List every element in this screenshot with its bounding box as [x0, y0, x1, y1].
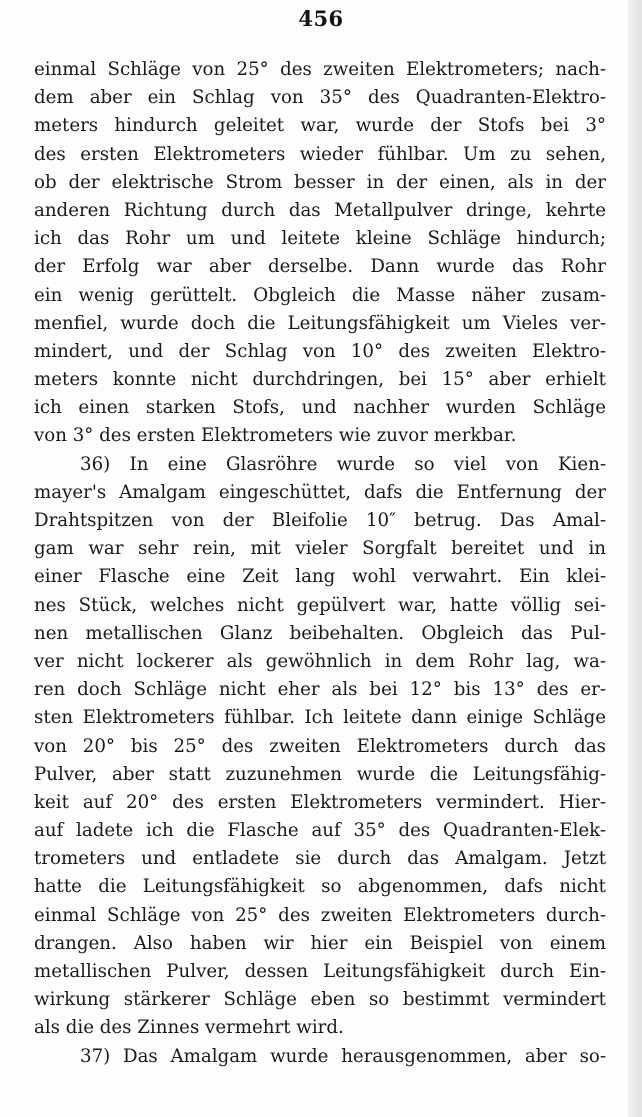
text-line: ren doch Schläge nicht eher als bei 12° bis 13° des er- — [34, 679, 606, 701]
page-edge-shadow — [628, 0, 642, 1117]
text-line: gam war sehr rein, mit vieler Sorgfalt bereitet und in — [34, 538, 606, 560]
text-line: dem aber ein Schlag von 35° des Quadranten-Elektro- — [34, 87, 606, 109]
body-text — [34, 56, 606, 1071]
text-line: meters konnte nicht durchdringen, bei 15° aber erhielt — [34, 369, 606, 391]
text-line: hatte die Leitungsfähigkeit so abgenommen, dafs nicht — [34, 876, 606, 898]
text-line: trometers und entladete sie durch das Amalgam. Jetzt — [34, 848, 606, 870]
text-line: ver nicht lockerer als gewöhnlich in dem Rohr lag, wa- — [34, 650, 606, 672]
text-line: einer Flasche eine Zeit lang wohl verwahrt. Ein klei- — [34, 566, 606, 588]
text-line: einmal Schläge von 25° des zweiten Elektrometers durch- — [34, 904, 606, 926]
text-line: der Erfolg war aber derselbe. Dann wurde das Rohr — [34, 256, 606, 278]
text-line: ob der elektrische Strom besser in der einen, als in der — [34, 171, 606, 193]
text-line: anderen Richtung durch das Metallpulver dringe, kehrte — [34, 199, 606, 221]
text-line: Pulver, aber statt zuzunehmen wurde die Leitungsfähig- — [34, 763, 606, 785]
text-line: ein wenig gerüttelt. Obgleich die Masse näher zusam- — [34, 284, 606, 306]
text-line: nen metallischen Glanz beibehalten. Obgleich das Pul- — [34, 622, 606, 644]
text-line: ich das Rohr um und leitete kleine Schläge hindurch; — [34, 228, 606, 250]
text-line: keit auf 20° des ersten Elektrometers vermindert. Hier- — [34, 791, 606, 813]
text-line: drangen. Also haben wir hier ein Beispiel von einem — [34, 932, 606, 954]
text-line: menfiel, wurde doch die Leitungsfähigkeit um Vieles ver- — [34, 312, 606, 334]
text-line: Drahtspitzen von der Bleifolie 10″ betrug. Das Amal- — [34, 510, 606, 531]
text-line: von 3° des ersten Elektrometers wie zuvor merkbar. — [34, 425, 517, 447]
text-line: des ersten Elektrometers wieder fühlbar. Um zu sehen, — [34, 143, 606, 165]
text-line: einmal Schläge von 25° des zweiten Elektrometers; nach- — [34, 59, 606, 80]
text-line: ich einen starken Stofs, und nachher wurden Schläge — [34, 397, 606, 419]
text-line: mindert, und der Schlag von 10° des zweiten Elektro- — [34, 340, 606, 362]
text-line: 37) Das Amalgam wurde herausgenommen, aber so- — [80, 1045, 606, 1067]
text-line: wirkung stärkerer Schläge eben so bestimmt vermindert — [34, 989, 606, 1011]
text-line: von 20° bis 25° des zweiten Elektrometers durch das — [34, 735, 606, 757]
text-line: 36) In eine Glasröhre wurde so viel von Kien- — [80, 453, 606, 475]
text-line: meters hindurch geleitet war, wurde der Stofs bei 3° — [34, 115, 606, 137]
text-line: nes Stück, welches nicht gepülvert war, hatte völlig sei- — [34, 594, 606, 616]
page-number: 456 — [298, 6, 344, 31]
text-line: als die des Zinnes vermehrt wird. — [34, 1017, 344, 1039]
text-line: metallischen Pulver, dessen Leitungsfähigkeit durch Ein- — [34, 961, 606, 982]
text-line: auf ladete ich die Flasche auf 35° des Quadranten-Elek- — [34, 820, 606, 842]
text-line: sten Elektrometers fühlbar. Ich leitete dann einige Schläge — [34, 707, 606, 729]
text-line: mayer's Amalgam eingeschüttet, dafs die Entfernung der — [34, 481, 606, 503]
